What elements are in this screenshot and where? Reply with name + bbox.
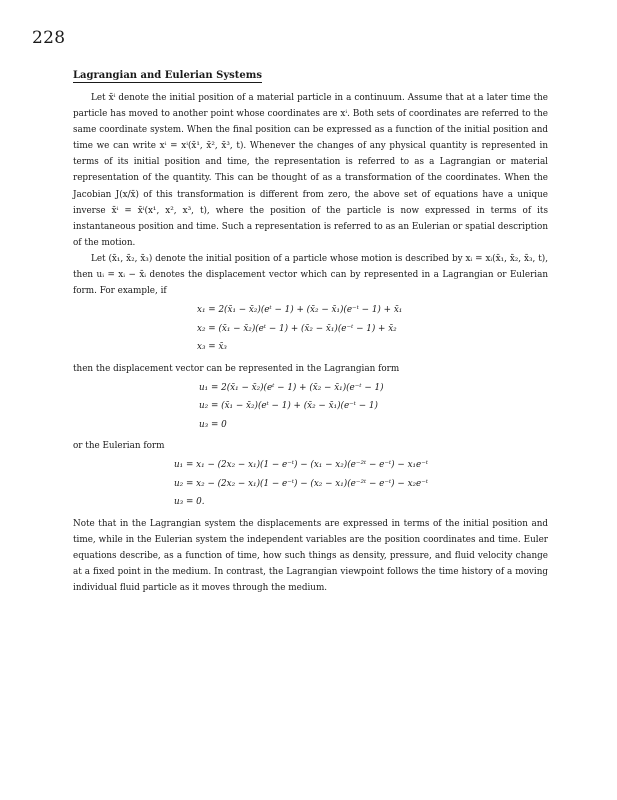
equation-u3-eulerian: u₃ = 0. [174,497,205,508]
equation-u3-lagrangian: u₃ = 0 [199,419,227,430]
section-heading: Lagrangian and Eulerian Systems [73,70,262,81]
equation-block-eulerian [73,456,548,512]
paragraph-comparison-note: Note that in the Lagrangian system the displacements are expressed in terms of the initial position and time, while in the Eulerian system the independent variables are the position coordinates and time. Euler equations describe, as a function of time, how such things as density, pressure, and fluid velocity change at a fixed point in the medium. In contrast, the Lagrangian viewpoint follows the time history of a moving individual fluid particle as it moves through the medium. [73,518,548,594]
equation-u1-lagrangian: u₁ = 2(x̄₁ − x̄₂)(eᵗ − 1) + (x̄₂ − x̄₁)(e⁻ᵗ − 1) [199,382,384,393]
equation-x1: x₁ = 2(x̄₁ − x̄₂)(eᵗ − 1) + (x̄₂ − x̄₁)(e⁻ᵗ − 1) + x̄₁ [197,305,403,316]
equation-x3: x₃ = x̄₃ [197,342,227,353]
equation-u2-eulerian: u₂ = x₂ − (2x₂ − x₁)(1 − e⁻ᵗ) − (x₂ − x₁)(e⁻²ᵗ − e⁻ᵗ) − x₂e⁻ᵗ [174,478,429,489]
page-body [73,90,548,596]
paragraph-displacement-vector: Let (x̄₁, x̄₂, x̄₃) denote the initial position of a particle whose motion is described by xᵢ = xᵢ(x̄₁, x̄₂, x̄₃, t), then uᵢ = xᵢ − x̄ᵢ denotes the displacement vector which can by represented in a Lagrangian or Eulerian form. For example, if [73,253,548,297]
equation-block-lagrangian [73,379,548,435]
page-number: 228 [32,28,66,48]
equation-block-motion [73,301,548,357]
equation-x2: x₂ = (x̄₁ − x̄₂)(eᵗ − 1) + (x̄₂ − x̄₁)(e⁻ᵗ − 1) + x̄₂ [197,323,397,334]
equation-u1-eulerian: u₁ = x₁ − (2x₂ − x₁)(1 − e⁻ᵗ) − (x₁ − x₂)(e⁻²ᵗ − e⁻ᵗ) − x₁e⁻ᵗ [174,460,429,471]
paragraph-lagrangian-form-lead: then the displacement vector can be represented in the Lagrangian form [73,363,400,374]
equation-u2-lagrangian: u₂ = (x̄₁ − x̄₂)(eᵗ − 1) + (x̄₂ − x̄₁)(e⁻ᵗ − 1) [199,401,378,412]
paragraph-eulerian-form-lead: or the Eulerian form [73,441,165,452]
paragraph-lagrangian-definition: Let x̄ⁱ denote the initial position of a material particle in a continuum. Assume that at a later time the particle has moved to another point whose coordinates are xⁱ. Both sets of coordinates are referred to the same coordinate system. When the final position can be expressed as a function of the initial position and time we can write xⁱ = xⁱ(x̄¹, x̄², x̄³, t). Whenever the changes of any physical quantity is represented in terms of its initial position and time, the representation is referred to as a Lagrangian or material representation of the quantity. This can be thought of as a transformation of the coordinates. When the Jacobian J(x/x̄) of this transformation is different from zero, the above set of equations have a unique inverse x̄ⁱ = x̄ⁱ(x¹, x², x³, t), where the position of the particle is now expressed in terms of its instantaneous position and time. Such a representation is referred to as an Eulerian or spatial description of the motion. [73,93,548,248]
